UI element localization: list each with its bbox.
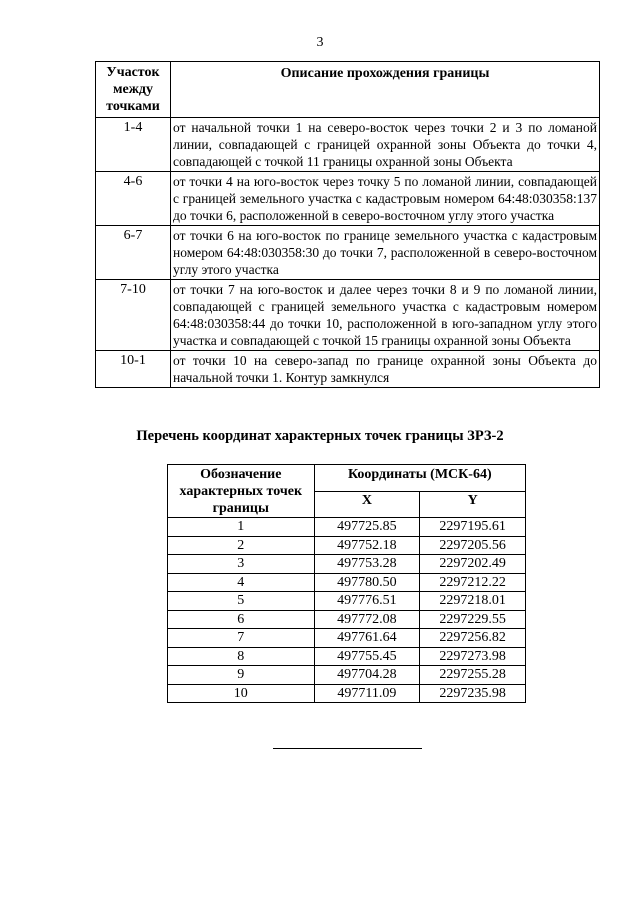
table-row — [96, 118, 600, 172]
x-cell: 497752.18 — [314, 536, 420, 555]
description-cell: от точки 10 на северо-запад по границе охранной зоны Объекта до начальной точки 1. Контур замкнулся — [171, 351, 600, 388]
table-row — [96, 172, 600, 226]
segment-column-header: Участок между точками — [96, 62, 171, 118]
table-row — [168, 573, 526, 592]
y-cell: 2297235.98 — [420, 684, 526, 703]
description-cell: от начальной точки 1 на северо-восток через точки 2 и 3 по ломаной линии, совпадающей с границей охранной зоны Объекта до точки 4, совпадающей с точкой 11 границы охранной зоны Объекта — [171, 118, 600, 172]
x-cell: 497776.51 — [314, 592, 420, 611]
segment-cell: 4-6 — [96, 172, 171, 226]
segment-cell: 6-7 — [96, 226, 171, 280]
signature-line — [273, 748, 422, 749]
point-cell: 3 — [168, 555, 315, 574]
x-cell: 497772.08 — [314, 610, 420, 629]
y-cell: 2297218.01 — [420, 592, 526, 611]
coordinates-list-title: Перечень координат характерных точек границы ЗРЗ-2 — [136, 428, 504, 444]
segment-cell: 10-1 — [96, 351, 171, 388]
y-column-header: Y — [420, 492, 526, 518]
point-cell: 9 — [168, 666, 315, 685]
y-cell: 2297256.82 — [420, 629, 526, 648]
point-cell: 2 — [168, 536, 315, 555]
point-cell: 1 — [168, 518, 315, 537]
description-cell: от точки 7 на юго-восток и далее через точки 8 и 9 по ломаной линии, совпадающей с границей земельного участка с кадастровым номером 64:48:030358:44 до точки 10, расположенной в юго-западном углу этого участка и совпадающей с точкой 15 границы охранной зоны Объекта — [171, 280, 600, 351]
y-cell: 2297202.49 — [420, 555, 526, 574]
point-cell: 7 — [168, 629, 315, 648]
point-cell: 5 — [168, 592, 315, 611]
table-row — [168, 629, 526, 648]
boundary-description-table — [95, 61, 600, 388]
x-column-header: X — [314, 492, 420, 518]
x-cell: 497704.28 — [314, 666, 420, 685]
point-cell: 6 — [168, 610, 315, 629]
description-cell: от точки 4 на юго-восток через точку 5 по ломаной линии, совпадающей с границей земельного участка с кадастровым номером 64:48:030358:137 до точки 6, расположенной в северо-восточном углу этого участка — [171, 172, 600, 226]
table-header-row — [96, 62, 600, 118]
x-cell: 497753.28 — [314, 555, 420, 574]
y-cell: 2297255.28 — [420, 666, 526, 685]
coordinates-table — [167, 464, 526, 703]
x-cell: 497711.09 — [314, 684, 420, 703]
point-cell: 4 — [168, 573, 315, 592]
y-cell: 2297212.22 — [420, 573, 526, 592]
x-cell: 497725.85 — [314, 518, 420, 537]
coordinates-group-header: Координаты (МСК-64) — [314, 465, 525, 492]
y-cell: 2297195.61 — [420, 518, 526, 537]
table-row — [168, 555, 526, 574]
table-row — [168, 536, 526, 555]
table-row — [96, 280, 600, 351]
y-cell: 2297229.55 — [420, 610, 526, 629]
point-cell: 8 — [168, 647, 315, 666]
table-row — [168, 610, 526, 629]
table-row — [96, 351, 600, 388]
segment-cell: 1-4 — [96, 118, 171, 172]
table-row — [168, 592, 526, 611]
page-number: 3 — [316, 35, 324, 50]
segment-cell: 7-10 — [96, 280, 171, 351]
x-cell: 497780.50 — [314, 573, 420, 592]
point-column-header: Обозначение характерных точек границы — [168, 465, 315, 518]
point-cell: 10 — [168, 684, 315, 703]
x-cell: 497755.45 — [314, 647, 420, 666]
table-row — [96, 226, 600, 280]
table-row — [168, 518, 526, 537]
y-cell: 2297205.56 — [420, 536, 526, 555]
table-row — [168, 666, 526, 685]
description-column-header: Описание прохождения границы — [171, 62, 600, 118]
description-cell: от точки 6 на юго-восток по границе земельного участка с кадастровым номером 64:48:030358:30 до точки 7, расположенной в северо-восточном углу этого участка — [171, 226, 600, 280]
table-header-row — [168, 465, 526, 492]
y-cell: 2297273.98 — [420, 647, 526, 666]
table-row — [168, 684, 526, 703]
x-cell: 497761.64 — [314, 629, 420, 648]
table-row — [168, 647, 526, 666]
